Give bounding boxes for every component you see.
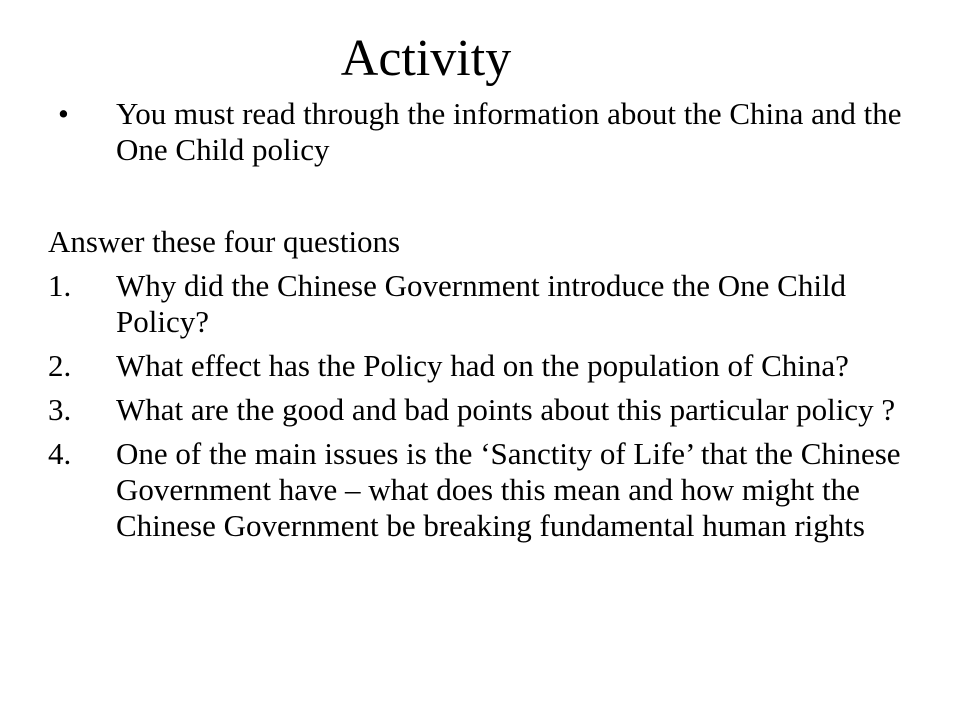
question-item-4	[48, 436, 928, 544]
question-text: What are the good and bad points about this particular policy ?	[116, 392, 896, 427]
question-number: 3.	[48, 392, 72, 427]
question-number: 1.	[48, 268, 72, 303]
question-item-2	[48, 348, 928, 384]
question-number: 2.	[48, 348, 72, 383]
bullet-text: You must read through the information about the China and the One Child policy	[116, 96, 902, 167]
bullet-item	[48, 96, 928, 168]
instruction-text: Answer these four questions	[48, 224, 401, 259]
slide-title: Activity	[340, 30, 512, 87]
question-text: One of the main issues is the ‘Sanctity of Life’ that the Chinese Government have – what does this mean and how might the Chinese Government be breaking fundamental human rights	[116, 436, 901, 543]
question-text: Why did the Chinese Government introduce the One Child Policy?	[116, 268, 847, 339]
question-number: 4.	[48, 436, 72, 471]
slide-body	[48, 96, 928, 544]
question-item-1	[48, 268, 928, 340]
question-text: What effect has the Policy had on the population of China?	[116, 348, 849, 383]
question-item-3	[48, 392, 928, 428]
bullet-marker: •	[58, 96, 69, 131]
